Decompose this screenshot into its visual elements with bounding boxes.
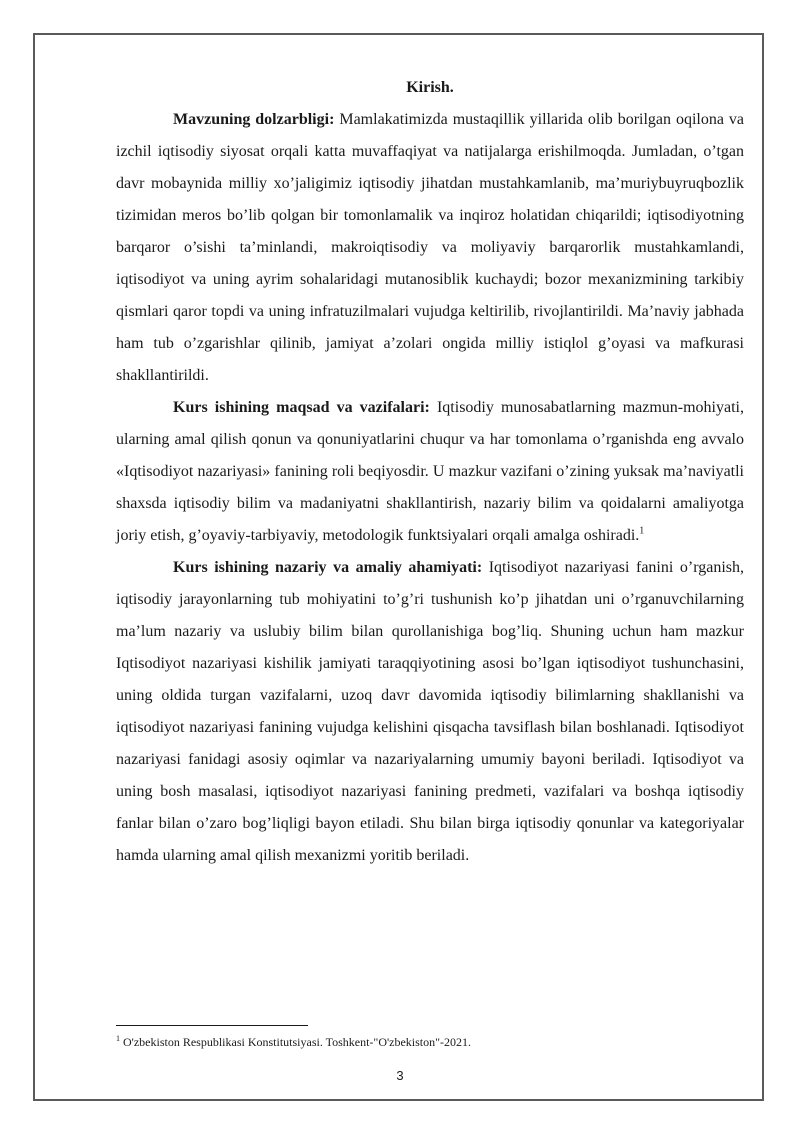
page-number: 3 [396,1068,404,1083]
footnote-separator [116,1025,308,1026]
paragraph-text: Iqtisodiy munosabatlarning mazmun-mohiyati, ularning amal qilish qonun va qonuniyatlarini chuqur va har tomonlama o’rganishda eng avvalo «Iqtisodiyot nazariyasi» fanining roli beqiyosdir. U mazkur vazifani o’zining yuksak ma’naviyatli shaxsda iqtisodiy bilim va madaniyatni shakllantirish, nazariy bilim va qoidalarni amaliyotga joriy etish, g’oyaviy-tarbiyaviy, metodologik funktsiyalari orqali amalga oshiradi. [116,399,744,544]
footnote-marker: 1 [116,1034,120,1043]
footnote-text: O'zbekiston Respublikasi Konstitutsiyasi. Toshkent-"O'zbekiston"-2021. [120,1035,472,1049]
paragraph-heading: Kurs ishining nazariy va amaliy ahamiyati: [173,559,483,576]
page-title: Kirish. [406,79,454,96]
document-body [116,72,744,872]
paragraph-text: Iqtisodiyot nazariyasi fanini o’rganish, iqtisodiy jarayonlarning tub mohiyatini to’g’ri tushunish ko’p jihatdan uni o’rganuvchilarning ma’lum nazariy va uslubiy bilim bilan qurollanishiga bog’liq. Shuning uchun ham mazkur Iqtisodiyot nazariyasi kishilik jamiyati taraqqiyotining asosi bo’lgan iqtisodiyot tushunchasini, uning oldida turgan vazifalarni, uzoq davr davomida iqtisodiy bilimlarning shakllanishi va iqtisodiyot nazariyasi fanining vujudga kelishini qisqacha tavsiflash bilan boshlanadi. Iqtisodiyot nazariyasi fanidagi asosiy oqimlar va nazariyalarning umumiy bayoni beriladi. Iqtisodiyot va uning bosh masalasi, iqtisodiyot nazariyasi fanining predmeti, vazifalari va boshqa iqtisodiy fanlar bilan o’zaro bog’liqligi bayon etiladi. Shu bilan birga iqtisodiy qonunlar va kategoriyalar hamda ularning amal qilish mexanizmi yoritib beriladi. [116,559,745,864]
paragraph-text: Mamlakatimizda mustaqillik yillarida olib borilgan oqilona va izchil iqtisodiy siyosat orqali katta muvaffaqiyat va natijalarga erishilmoqda. Jumladan, o’tgan davr mobaynida milliy xo’jaligimiz iqtisodiy jihatdan mustahkamlanib, ma’muriybuyruqbozlik tizimidan meros bo’lib qolgan bir tomonlamalik va inqiroz holatidan chiqarildi; iqtisodiyotning barqaror o’sishi ta’minlandi, makroiqtisodiy va moliyaviy barqarorlik mustahkamlandi, iqtisodiyot va uning ayrim sohalaridagi mutanosiblik kuchaydi; bozor mexanizmining tarkibiy qismlari qaror topdi va uning infratuzilmalari vujudga keltirilib, rivojlantirildi. Ma’naviy jabhada ham tub o’zgarishlar qilinib, jamiyat a’zolari ongida milliy istiqlol g’oyasi va mafkurasi shakllantirildi. [116,111,745,384]
paragraph-goals [116,392,744,552]
paragraph-relevance [116,104,744,392]
paragraph-significance [116,552,744,872]
paragraph-heading: Kurs ishining maqsad va vazifalari: [173,399,430,416]
paragraph-heading: Mavzuning dolzarbligi: [173,111,335,128]
footnote [116,1034,744,1050]
footnote-reference[interactable]: 1 [639,525,645,537]
